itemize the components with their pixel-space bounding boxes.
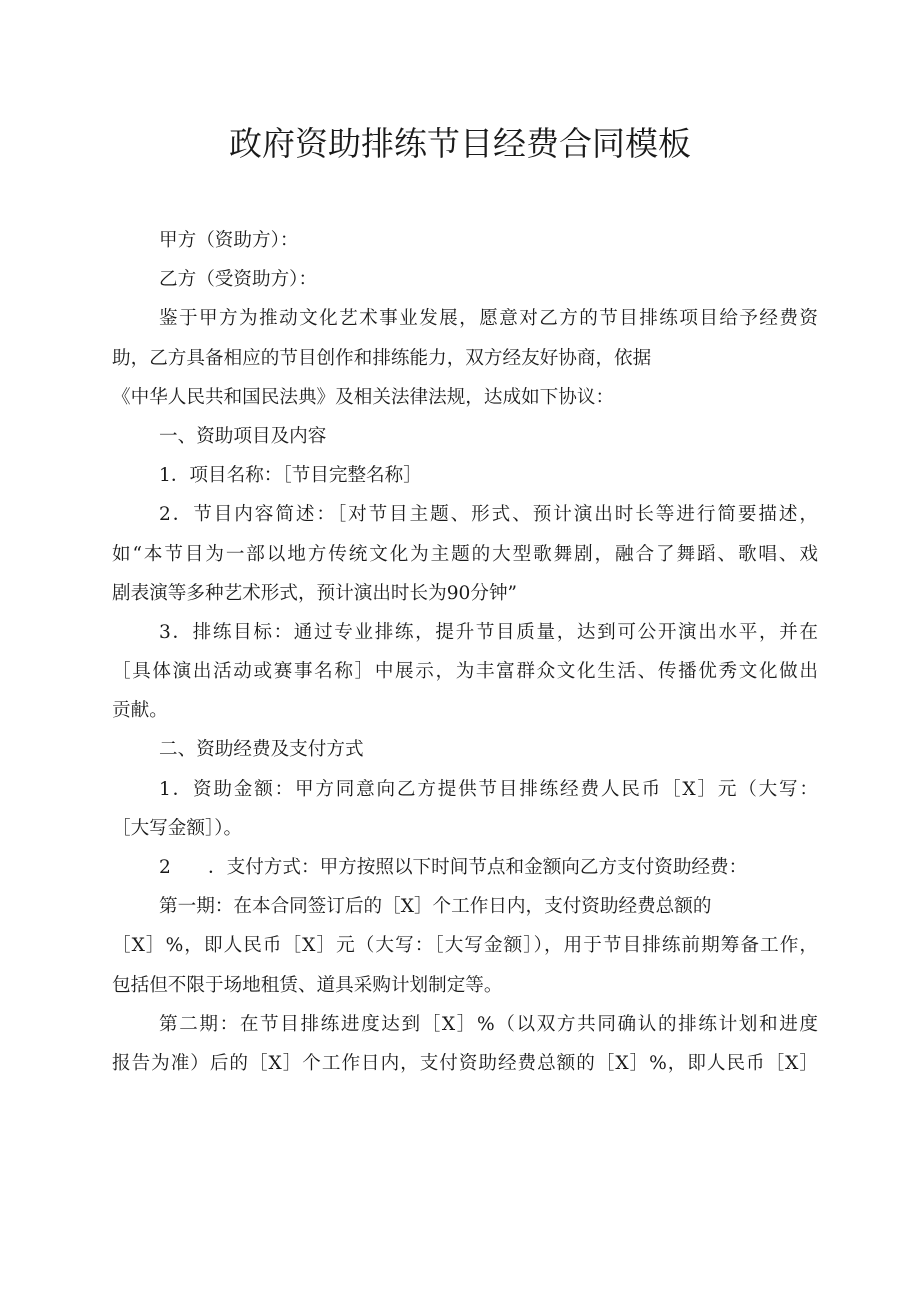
clause-1-3-line-2: ［具体演出活动或赛事名称］中展示，为丰富群众文化生活、传播优秀文化做出: [112, 661, 818, 683]
preamble-line-2: 助，乙方具备相应的节目创作和排练能力，双方经友好协商，依据: [112, 347, 652, 369]
payment-phase-1-line-2: ［X］%，即人民币［X］元（大写：［大写金额］），用于节目排练前期筹备工作，: [112, 935, 818, 957]
clause-1-3-line-1: 3．排练目标：通过专业排练，提升节目质量，达到可公开演出水平，并在: [159, 621, 818, 643]
clause-1-2-line-1: 2．节目内容简述：［对节目主题、形式、预计演出时长等进行简要描述，: [159, 504, 818, 526]
clause-1-2-line-3: 剧表演等多种艺术形式，预计演出时长为90分钟”: [112, 582, 518, 604]
payment-phase-2-line-1: 第二期：在节目排练进度达到［X］%（以双方共同确认的排练计划和进度: [159, 1013, 818, 1035]
party-a-line: 甲方（资助方）：: [159, 230, 299, 251]
clause-2-1-line-2: ［大写金额］）。: [112, 817, 243, 839]
payment-phase-1-line-1: 第一期：在本合同签订后的［X］个工作日内，支付资助经费总额的: [159, 896, 712, 918]
clause-1-2-line-2: 如“本节目为一部以地方传统文化为主题的大型歌舞剧，融合了舞蹈、歌唱、戏: [112, 543, 818, 565]
section-1-heading: 一、资助项目及内容: [159, 425, 327, 447]
clause-1-1: 1．项目名称：［节目完整名称］: [159, 465, 422, 487]
payment-phase-2-line-2: 报告为准）后的［X］个工作日内，支付资助经费总额的［X］%，即人民币［X］: [112, 1052, 818, 1074]
preamble-line-1: 鉴于甲方为推动文化艺术事业发展，愿意对乙方的节目排练项目给予经费资: [159, 308, 818, 330]
clause-2-2-line-1: 2 ．支付方式：甲方按照以下时间节点和金额向乙方支付资助经费：: [159, 857, 748, 878]
party-b-line: 乙方（受资助方）：: [159, 269, 318, 291]
preamble-line-3: 《中华人民共和国民法典》及相关法律法规，达成如下协议：: [112, 386, 615, 408]
document-body: [112, 221, 818, 1083]
section-2-heading: 二、资助经费及支付方式: [159, 739, 364, 761]
payment-phase-1-line-3: 包括但不限于场地租赁、道具采购计划制定等。: [112, 974, 503, 996]
clause-1-3-line-3: 贡献。: [112, 700, 168, 722]
document-title: 政府资助排练节目经费合同模板: [229, 124, 691, 163]
clause-2-1-line-1: 1．资助金额：甲方同意向乙方提供节目排练经费人民币［X］元（大写：: [159, 778, 818, 800]
